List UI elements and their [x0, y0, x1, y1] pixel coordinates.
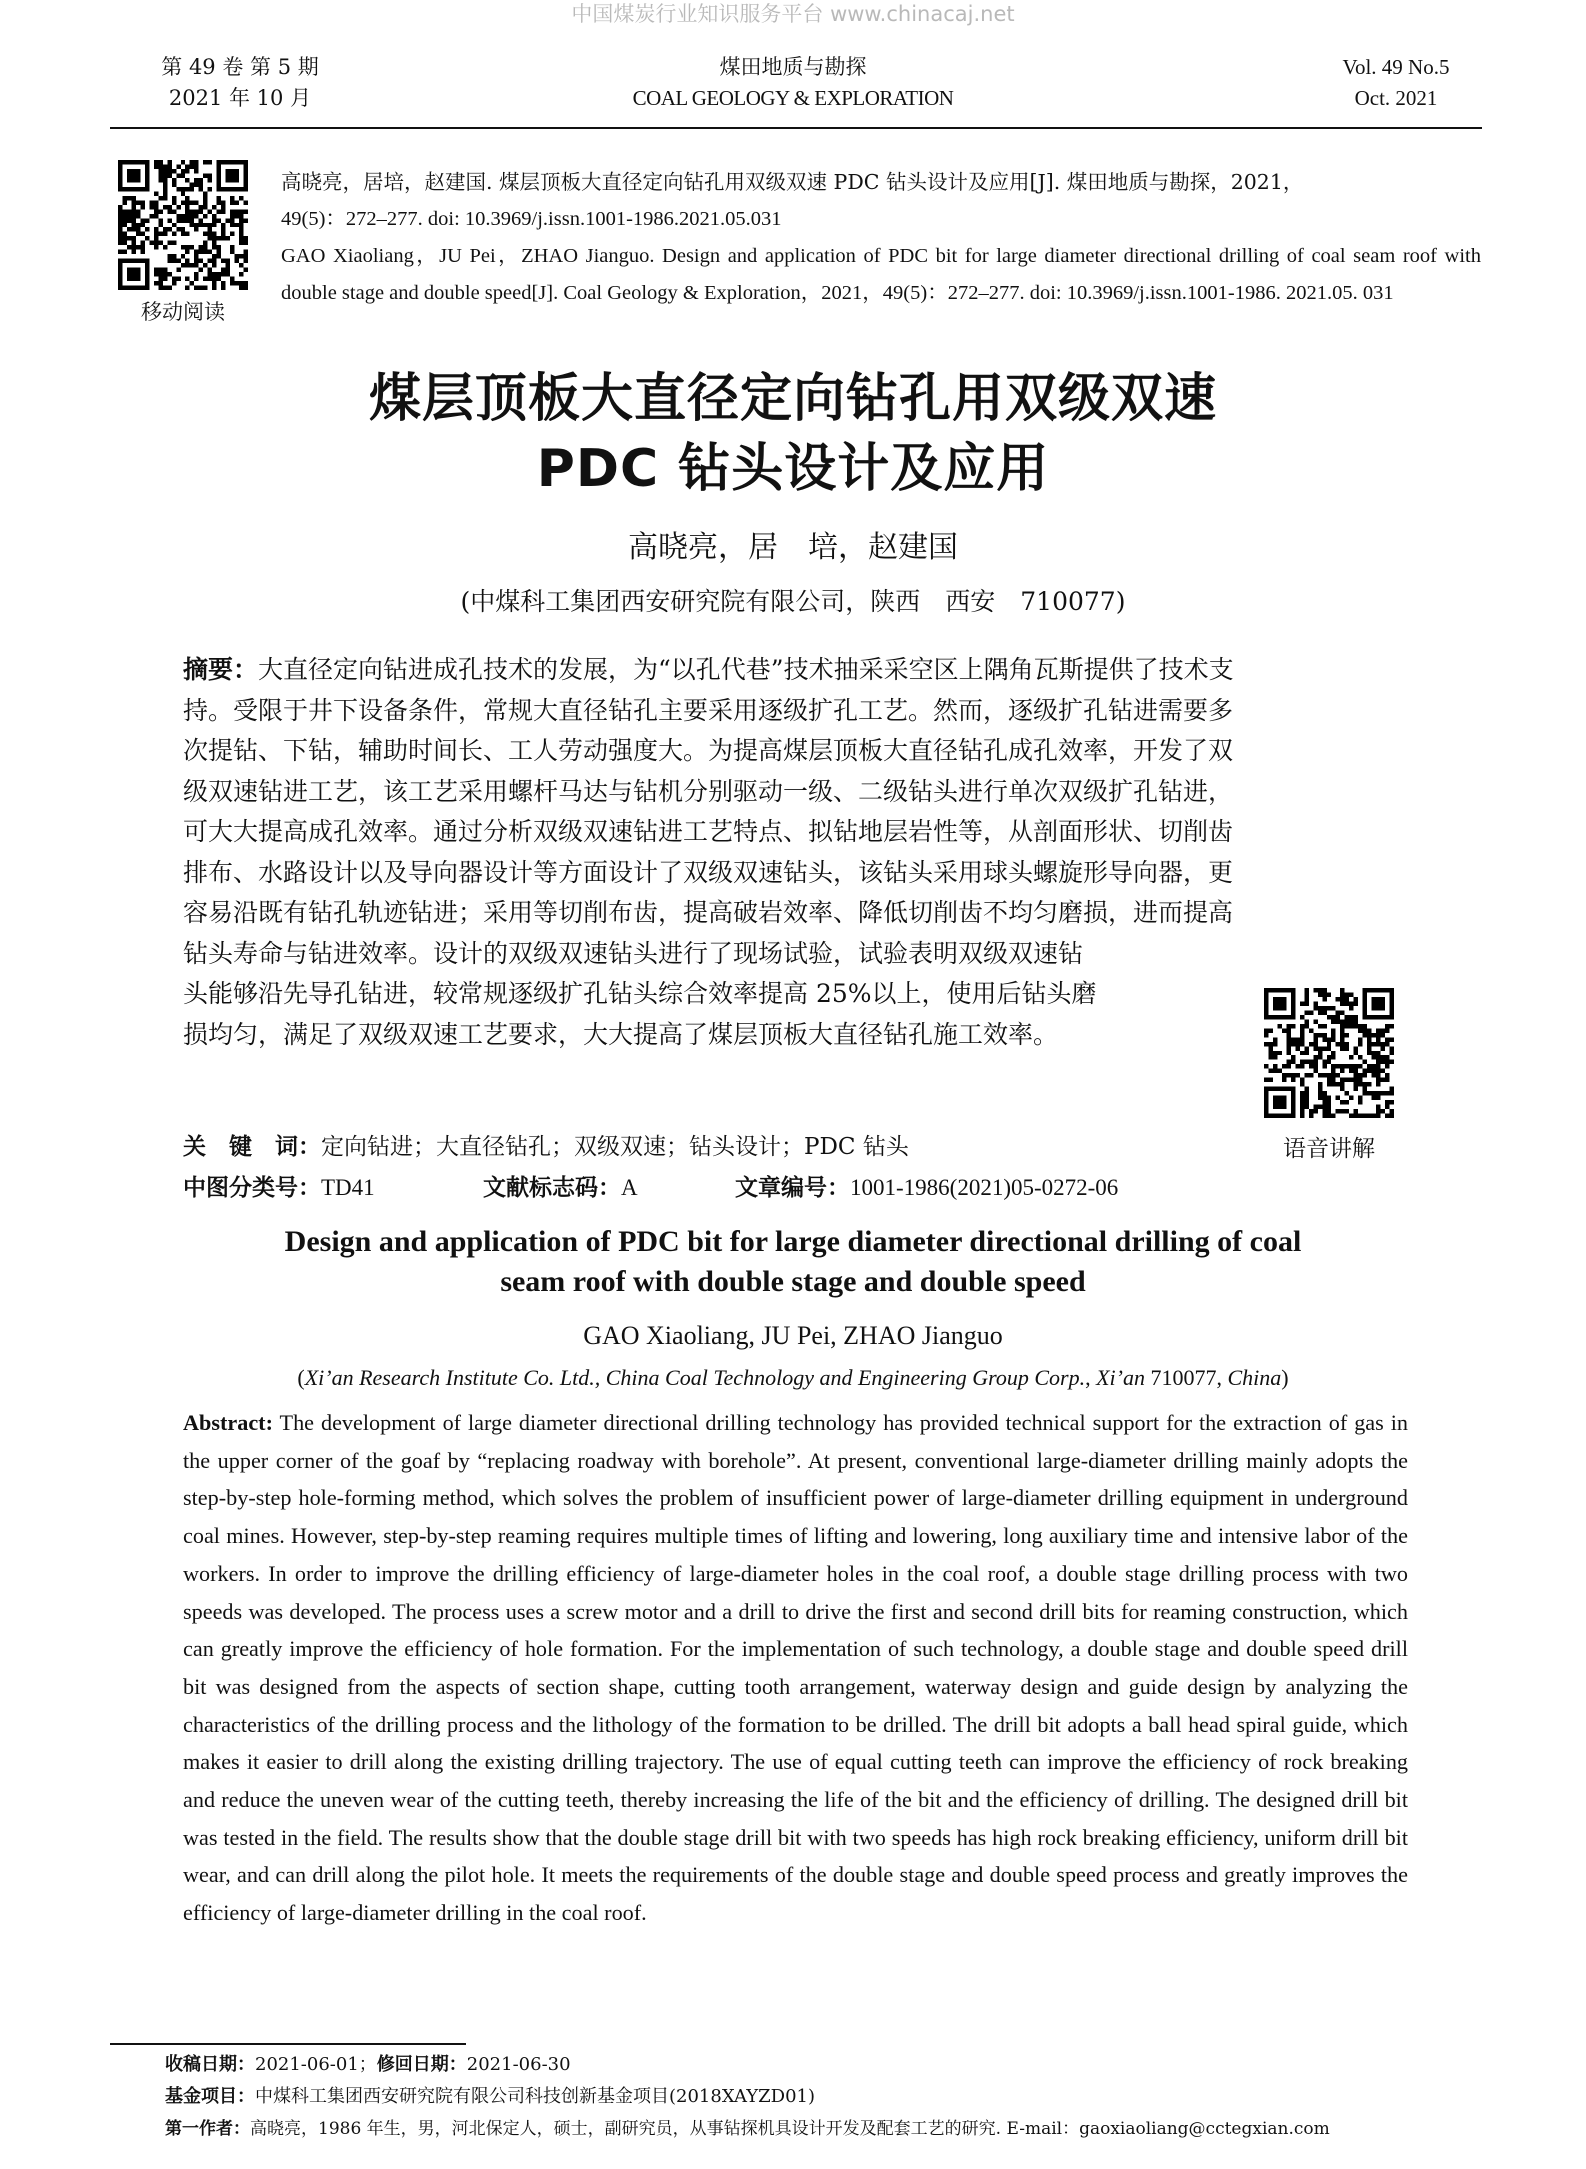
qr-audio-label: 语音讲解 — [1283, 1136, 1375, 1162]
fund-value: 中煤科工集团西安研究院有限公司科技创新基金项目(2018XAYZD01) — [255, 2086, 816, 2107]
footnote-rule — [110, 2043, 466, 2045]
abstract-zh-line: 损均匀，满足了双级双速工艺要求，大大提高了煤层顶板大直径钻孔施工效率。 — [183, 1019, 1059, 1049]
keywords-label: 关 键 词： — [183, 1134, 321, 1160]
keywords-value: 定向钻进；大直径钻孔；双级双速；钻头设计；PDC 钻头 — [321, 1134, 909, 1160]
footnote-dates: 收稿日期：2021-06-01；修回日期：2021-06-30 — [165, 2054, 571, 2075]
abstract-zh-line: 级双速钻进工艺，该工艺采用螺杆马达与钻机分别驱动一级、二级钻头进行单次双级扩孔钻进， — [183, 776, 1234, 806]
journal-name-zh: 煤田地质与勘探 — [719, 55, 867, 79]
qr-code-mobile-reading[interactable] — [118, 160, 248, 290]
revised-date: 2021-06-30 — [466, 2054, 571, 2075]
abstract-zh-line: 头能够沿先导孔钻进，较常规逐级扩孔钻头综合效率提高 25%以上，使用后钻头磨 — [183, 979, 1097, 1008]
volume-en: Vol. 49 No.5 — [1342, 55, 1450, 79]
qr-mobile-label: 移动阅读 — [141, 300, 225, 324]
clc-value: TD41 — [321, 1175, 375, 1200]
citation-zh-line2: 49(5)：272–277. doi: 10.3969/j.issn.1001-1986.2021.05.031 — [281, 208, 782, 230]
article-number-label: 文章编号： — [735, 1175, 850, 1201]
qr-code-audio-explanation[interactable] — [1264, 988, 1394, 1118]
abstract-zh — [183, 650, 1408, 1055]
doc-code-label: 文献标志码： — [483, 1175, 621, 1201]
citation-en: GAO Xiaoliang，JU Pei，ZHAO Jianguo. Design and application of PDC bit for large diameter directional drilling of coal seam roof with double stage and double speed[J]. Coal Geology & Exploration，2021，49(5)：272–277. doi: 10.3969/j.issn.1001-1986. 2021.05. 031 — [281, 245, 1481, 304]
affiliation-en: (Xi’an Research Institute Co. Ltd., China Coal Technology and Engineering Group Corp., Xi’an 710077, China) — [297, 1365, 1289, 1390]
clc-label: 中图分类号： — [183, 1175, 321, 1201]
article-number-value: 1001-1986(2021)05-0272-06 — [850, 1175, 1119, 1200]
received-date: 2021-06-01； — [255, 2054, 377, 2075]
doc-code-value: A — [621, 1175, 638, 1200]
title-en-line1: Design and application of PDC bit for large diameter directional drilling of coal — [284, 1225, 1302, 1258]
citation-block — [281, 164, 1481, 312]
citation-zh-line1: 高晓亮，居培，赵建国. 煤层顶板大直径定向钻孔用双级双速 PDC 钻头设计及应用[J]. 煤田地质与勘探，2021， — [281, 170, 1304, 194]
abstract-zh-line: 钻头寿命与钻进效率。设计的双级双速钻头进行了现场试验，试验表明双级双速钻 — [183, 938, 1084, 968]
title-en-line2: seam roof with double stage and double speed — [500, 1265, 1086, 1298]
first-author-info: 高晓亮，1986 年生，男，河北保定人，硕士，副研究员，从事钻探机具设计开发及配套工艺的研究. E-mail：gaoxiaoliang@cctegxian.com — [250, 2119, 1330, 2139]
paper-title-en — [160, 1222, 1426, 1302]
keywords — [183, 1128, 1263, 1166]
footnote-first-author: 第一作者：高晓亮，1986 年生，男，河北保定人，硕士，副研究员，从事钻探机具设计开发及配套工艺的研究. E-mail：gaoxiaoliang@cctegxian.com — [165, 2119, 1330, 2139]
authors-en: GAO Xiaoliang, JU Pei, ZHAO Jianguo — [583, 1321, 1003, 1350]
date-en: Oct. 2021 — [1354, 86, 1438, 110]
header-journal — [593, 52, 993, 114]
abstract-zh-line: 持。受限于井下设备条件，常规大直径钻孔主要采用逐级扩孔工艺。然而，逐级扩孔钻进需要多 — [183, 695, 1234, 725]
paper-title-zh — [160, 364, 1426, 504]
abstract-zh-line: 排布、水路设计以及导向器设计等方面设计了双级双速钻头，该钻头采用球头螺旋形导向器，更 — [183, 857, 1234, 887]
header-rule — [110, 127, 1482, 129]
abstract-zh-label: 摘要： — [183, 655, 259, 684]
footnote-fund: 基金项目：中煤科工集团西安研究院有限公司科技创新基金项目(2018XAYZD01) — [165, 2086, 816, 2107]
classification-line — [183, 1169, 1283, 1207]
abstract-en — [183, 1404, 1408, 1932]
abstract-zh-line: 摘要：大直径定向钻进成孔技术的发展，为“以孔代巷”技术抽采采空区上隅角瓦斯提供了技术支 — [183, 655, 1234, 684]
abstract-zh-line: 可大大提高成孔效率。通过分析双级双速钻进工艺特点、拟钻地层岩性等，从剖面形状、切削齿 — [183, 817, 1234, 846]
abstract-en-label: Abstract: — [183, 1410, 273, 1435]
title-zh-line1: 煤层顶板大直径定向钻孔用双级双速 — [368, 369, 1217, 429]
header-volume-en — [1296, 52, 1496, 114]
abstract-zh-line: 容易沿既有钻孔轨迹钻进；采用等切削布齿，提高破岩效率、降低切削齿不均匀磨损，进而提高 — [183, 898, 1234, 927]
watermark: 中国煤炭行业知识服务平台 www.chinacaj.net — [571, 2, 1015, 26]
authors-zh: 高晓亮，居 培，赵建国 — [628, 530, 958, 565]
title-zh-line2: PDC 钻头设计及应用 — [536, 439, 1050, 499]
volume-zh: 第 49 卷 第 5 期 — [161, 55, 319, 79]
abstract-zh-line: 次提钻、下钻，辅助时间长、工人劳动强度大。为提高煤层顶板大直径钻孔成孔效率，开发了双 — [183, 736, 1234, 765]
date-zh: 2021 年 10 月 — [168, 86, 312, 110]
affiliation-zh: (中煤科工集团西安研究院有限公司，陕西 西安 710077) — [460, 587, 1126, 616]
abstract-en-text: The development of large diameter directional drilling technology has provided technical support for the extraction of gas in the upper corner of the goaf by “replacing roadway with borehole”. At present, conventional large-diameter drilling mainly adopts the step-by-step hole-forming method, which solves the problem of insufficient power of large-diameter drilling equipment in underground coal mines. However, step-by-step reaming requires multiple times of lifting and lowering, long auxiliary time and intensive labor of the workers. In order to improve the drilling efficiency of large-diameter holes in the coal roof, a double stage drilling process with two speeds was developed. The process uses a screw motor and a drill to drive the first and second drill bits for reaming construction, which can greatly improve the efficiency of hole formation. For the implementation of such technology, a double stage and double speed drill bit was designed from the aspects of section shape, cutting tooth arrangement, waterway design and guide design by analyzing the characteristics of the drilling process and the lithology of the formation to be drilled. The drill bit adopts a ball head spiral guide, which makes it easier to drill along the existing drilling trajectory. The use of equal cutting teeth can improve the efficiency of rock breaking and reduce the uneven wear of the cutting teeth, thereby increasing the life of the bit and the efficiency of drilling. The designed drill bit was tested in the field. The results show that the double stage drill bit with two speeds has high rock breaking efficiency, uniform drill bit wear, and can drill along the pilot hole. It meets the requirements of the double stage and double speed process and greatly improves the efficiency of large-diameter drilling in the coal roof. — [183, 1410, 1408, 1926]
header-volume-zh — [150, 52, 330, 114]
journal-name-en: COAL GEOLOGY & EXPLORATION — [632, 86, 954, 110]
